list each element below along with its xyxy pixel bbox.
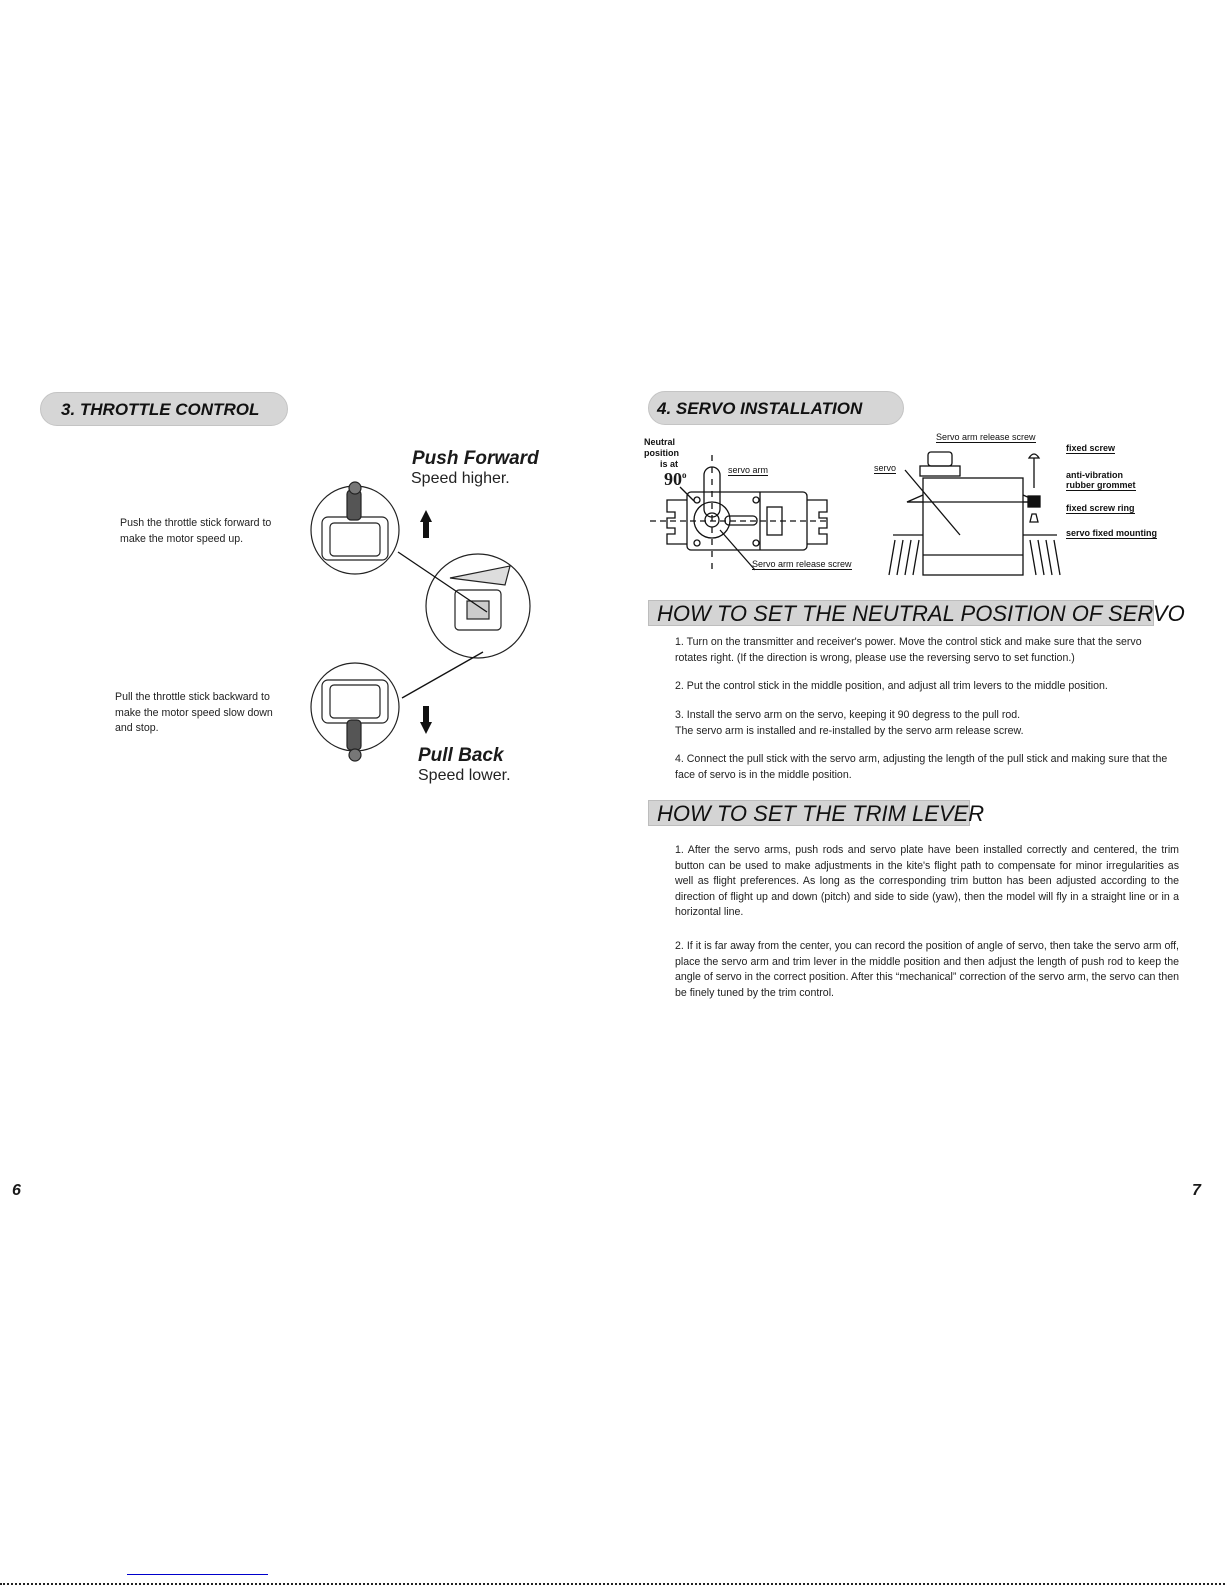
neutral-line-2: position [644, 448, 679, 458]
servo-top-view-diagram [650, 455, 870, 580]
grommet-line-1: anti-vibration [1066, 470, 1124, 480]
arrow-down-icon [420, 706, 432, 734]
release-screw-label-left: Servo arm release screw [752, 559, 852, 569]
pull-back-title: Pull Back [418, 745, 504, 766]
neutral-step-4: 4. Connect the pull stick with the servo arm, adjusting the length of the pull stick and making sure that the face of servo is in the middle position. [675, 753, 1168, 781]
pull-line-2: make the motor speed slow down [115, 706, 273, 719]
grommet-line-2: rubber grommet [1066, 480, 1136, 490]
release-screw-label-right: Servo arm release screw [936, 432, 1036, 442]
neutral-line-1: Neutral [644, 437, 676, 447]
servo-arm-label: servo arm [728, 465, 769, 475]
push-instruction [120, 516, 271, 547]
trim-step-1: 1. After the servo arms, push rods and servo plate have been installed correctly and centered, the trim button can be used to make adjustments in the kite's flight path to compensate for minor irregularities as well as flight preferences. As long as the corresponding trim button has been adjusted according to the direction of flight up and down (pitch) and side to side (yaw), then the model will fly in a straight line or in a horizontal line. [675, 844, 1179, 918]
neutral-step-2: 2. Put the control stick in the middle position, and adjust all trim levers to the middle position. [675, 680, 1108, 692]
neutral-step-3-line-2: The servo arm is installed and re-installed by the servo arm release screw. [675, 724, 1024, 737]
neutral-step-3-line-1: 3. Install the servo arm on the servo, keeping it 90 degress to the pull rod. [675, 709, 1021, 721]
section-title-throttle: 3. THROTTLE CONTROL [40, 392, 288, 426]
trim-step-2: 2. If it is far away from the center, you can record the position of angle of servo, then take the servo arm off, place the servo arm and trim lever in the middle position and then adjust the length of push rod to keep the angle of servo in the correct position. After this “mechanical” correction of the servo arm, the servo can then be finely tuned by the trim control. [675, 940, 1179, 999]
fixed-screw-label: fixed screw [1066, 443, 1116, 453]
page-number-left: 6 [12, 1182, 21, 1199]
page-number-right: 7 [1192, 1182, 1201, 1199]
neutral-position-heading: HOW TO SET THE NEUTRAL POSITION OF SERVO [648, 600, 1154, 626]
pull-back-subtitle: Speed lower. [418, 767, 511, 784]
push-line-2: make the motor speed up. [120, 532, 244, 545]
trim-lever-heading: HOW TO SET THE TRIM LEVER [648, 800, 970, 826]
pull-instruction [115, 690, 273, 737]
degree-mark: o [682, 470, 687, 480]
arrow-up-icon [420, 510, 432, 538]
mounting-label: servo fixed mounting [1066, 528, 1158, 538]
neutral-step-3 [675, 708, 1175, 739]
bottom-border [0, 1583, 1225, 1587]
angle-number: 90 [664, 469, 682, 489]
push-line-1: Push the throttle stick forward to [120, 517, 272, 529]
servo-side-view-diagram [885, 440, 1065, 580]
link-underline [127, 1574, 268, 1575]
push-forward-subtitle: Speed higher. [411, 470, 510, 487]
grommet-label [1066, 470, 1136, 491]
pull-line-3: and stop. [115, 722, 159, 734]
screw-ring-label: fixed screw ring [1066, 503, 1135, 513]
servo-label: servo [874, 463, 897, 473]
neutral-step-1: 1. Turn on the transmitter and receiver's power. Move the control stick and make sure that the servo rotates right. (If the direction is wrong, please use the reversing servo to set function.) [675, 636, 1142, 664]
pull-line-1: Pull the throttle stick backward to [115, 691, 270, 703]
push-forward-title: Push Forward [412, 448, 539, 469]
neutral-line-3: is at [660, 459, 679, 469]
section-title-servo: 4. SERVO INSTALLATION [648, 391, 904, 425]
throttle-stick-illustration [300, 470, 540, 770]
